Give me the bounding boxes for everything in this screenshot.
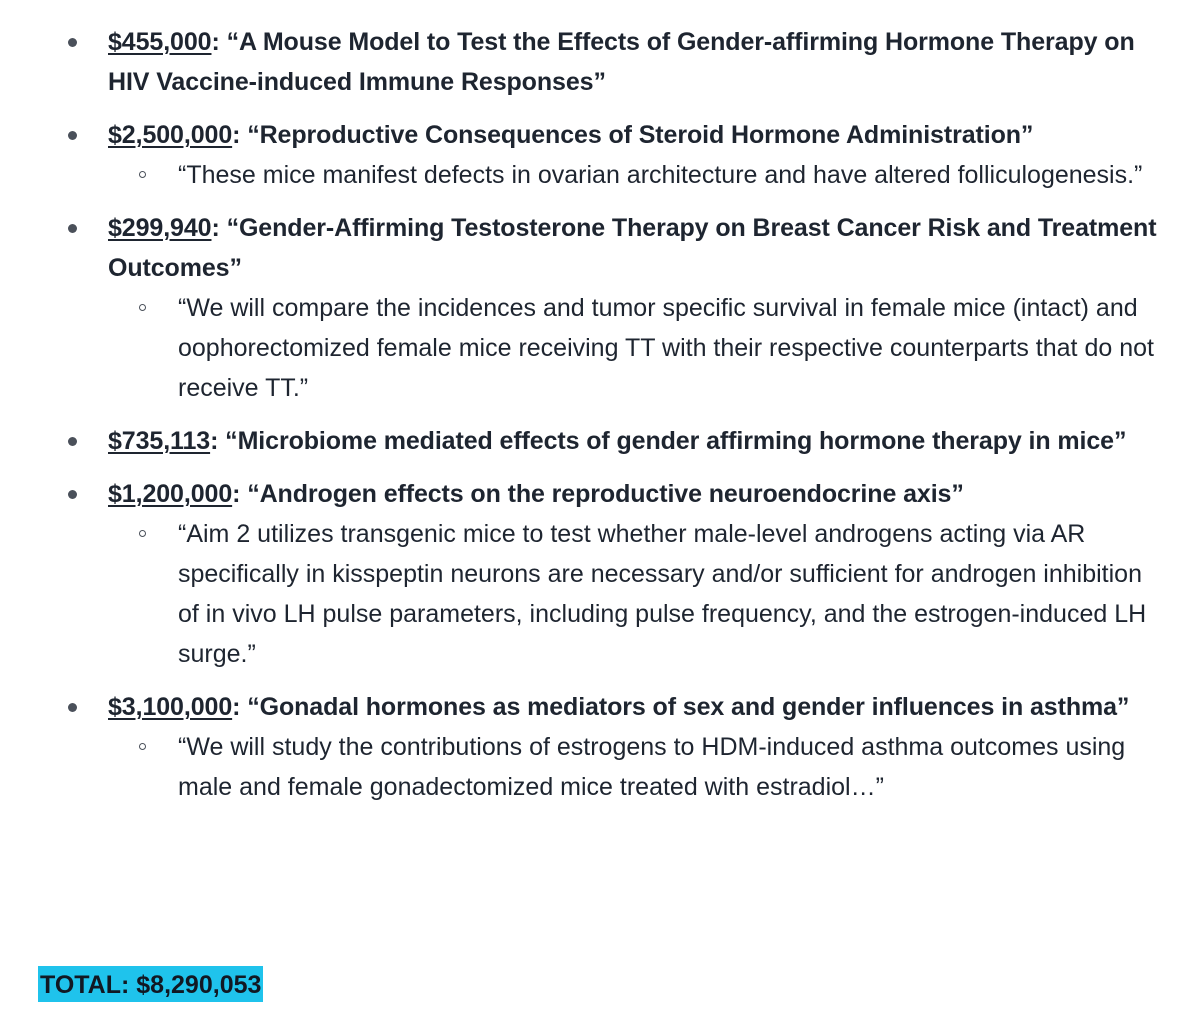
bullet-disc-icon — [68, 38, 77, 47]
grant-amount-link[interactable]: $1,200,000 — [108, 480, 233, 508]
grant-item — [0, 474, 1200, 674]
grant-quote — [108, 727, 1160, 807]
grant-title: “Reproductive Consequences of Steroid Hormone Administration” — [240, 121, 1034, 149]
bullet-disc-icon — [68, 224, 77, 233]
bullet-disc-icon — [68, 490, 77, 499]
grant-amount-link[interactable]: $3,100,000 — [108, 693, 233, 721]
total-amount: TOTAL: $8,290,053 — [38, 966, 263, 1002]
grant-separator: : — [211, 214, 220, 242]
grant-amount-link[interactable]: $2,500,000 — [108, 121, 233, 149]
grant-separator: : — [210, 427, 219, 455]
grant-heading — [108, 208, 1160, 288]
grant-separator: : — [232, 121, 241, 149]
grant-amount-link[interactable]: $455,000 — [108, 28, 212, 56]
grant-quote-list — [108, 514, 1160, 674]
grant-item — [0, 421, 1200, 461]
grant-item — [0, 208, 1200, 408]
grant-list — [0, 22, 1200, 807]
grant-quote-text: “These mice manifest defects in ovarian architecture and have altered folliculogenesis.” — [178, 161, 1143, 189]
grant-heading — [108, 421, 1160, 461]
grant-quote-list — [108, 155, 1160, 195]
grant-heading — [108, 474, 1160, 514]
grant-quote — [108, 155, 1160, 195]
grant-quote-text: “We will compare the incidences and tumor specific survival in female mice (intact) and oophorectomized female mice receiving TT with their respective counterparts that do not receive TT.” — [178, 294, 1154, 402]
grant-title: “Microbiome mediated effects of gender affirming hormone therapy in mice” — [218, 427, 1127, 455]
grant-quote-text: “We will study the contributions of estrogens to HDM-induced asthma outcomes using male and female gonadectomized mice treated with estradiol…” — [178, 733, 1126, 801]
bullet-circle-icon — [139, 743, 146, 750]
grant-quote-text: “Aim 2 utilizes transgenic mice to test whether male-level androgens acting via AR specifically in kisspeptin neurons are necessary and/or sufficient for androgen inhibition of in vivo LH pulse parameters, including pulse frequency, and the estrogen-induced LH surge.” — [178, 520, 1147, 668]
bullet-disc-icon — [68, 131, 77, 140]
grant-title: “A Mouse Model to Test the Effects of Gender-affirming Hormone Therapy on HIV Vaccine-induced Immune Responses” — [108, 28, 1135, 96]
grant-quote-list — [108, 288, 1160, 408]
grant-heading — [108, 687, 1160, 727]
grant-separator: : — [211, 28, 220, 56]
grant-item — [0, 687, 1200, 807]
grant-heading — [108, 22, 1160, 102]
bullet-circle-icon — [139, 304, 146, 311]
grant-quote — [108, 288, 1160, 408]
grant-title: “Gender-Affirming Testosterone Therapy on Breast Cancer Risk and Treatment Outcomes” — [108, 214, 1157, 282]
grant-quote — [108, 514, 1160, 674]
grant-heading — [108, 115, 1160, 155]
grant-item — [0, 22, 1200, 102]
grant-separator: : — [232, 480, 241, 508]
bullet-circle-icon — [139, 171, 146, 178]
bullet-circle-icon — [139, 530, 146, 537]
grant-quote-list — [108, 727, 1160, 807]
grant-amount-link[interactable]: $735,113 — [108, 427, 211, 455]
bullet-disc-icon — [68, 437, 77, 446]
grant-title: “Androgen effects on the reproductive neuroendocrine axis” — [240, 480, 964, 508]
grant-title: “Gonadal hormones as mediators of sex and gender influences in asthma” — [240, 693, 1130, 721]
grant-amount-link[interactable]: $299,940 — [108, 214, 212, 242]
bullet-disc-icon — [68, 703, 77, 712]
grant-separator: : — [232, 693, 241, 721]
grant-item — [0, 115, 1200, 195]
